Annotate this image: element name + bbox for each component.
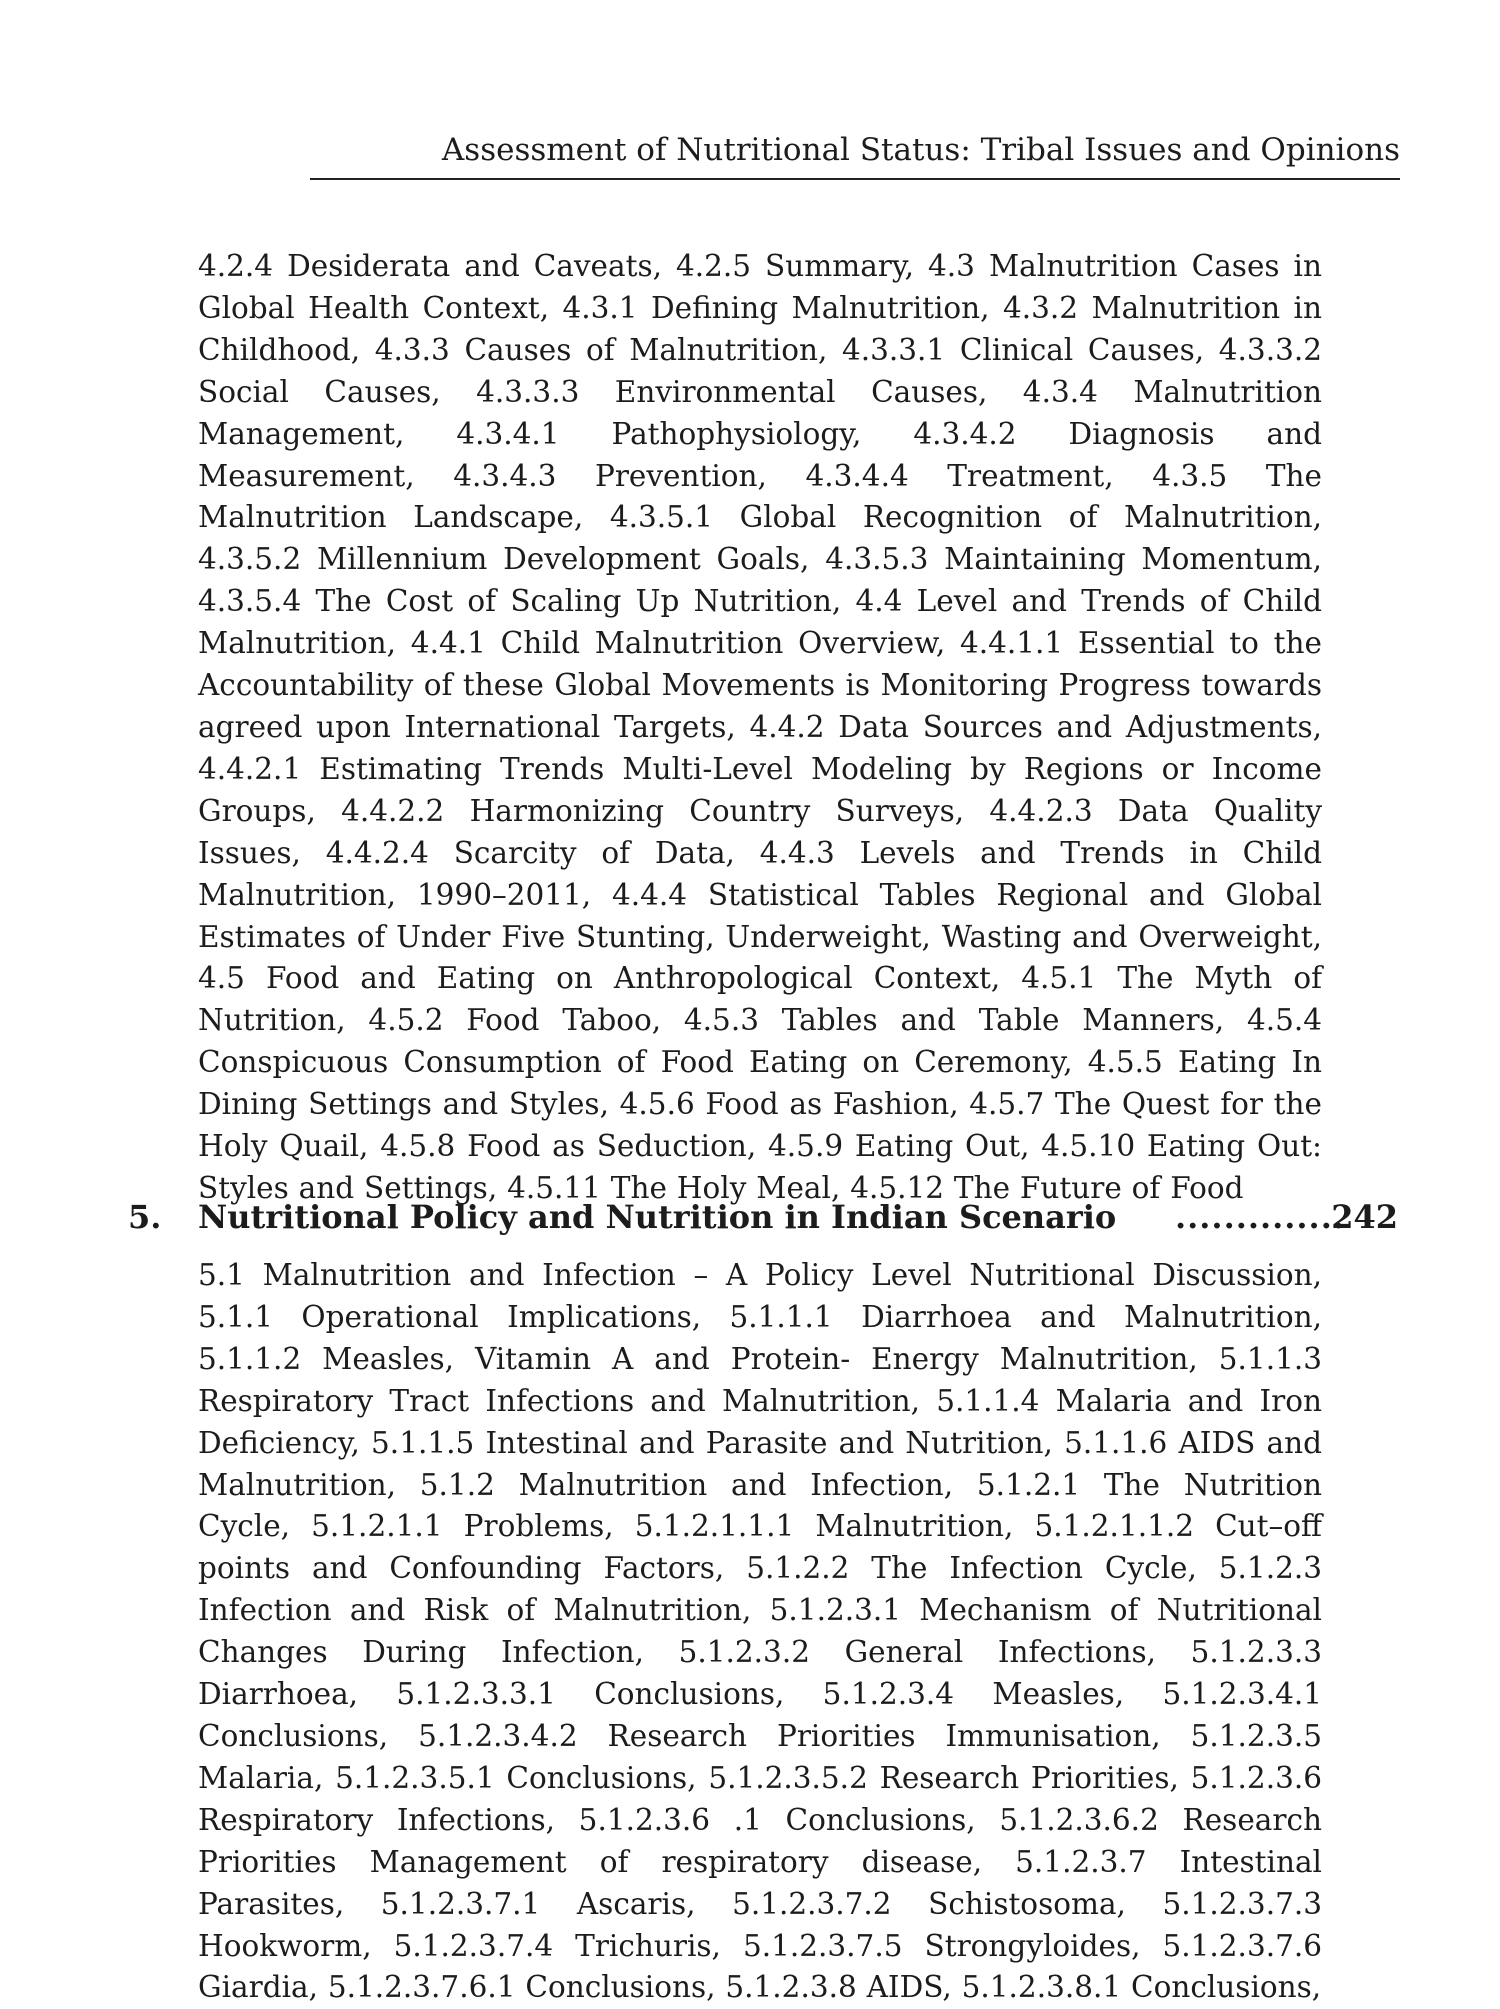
chapter-leader-dots: .............. bbox=[1175, 1198, 1345, 1236]
chapter-number: 5. bbox=[128, 1198, 162, 1236]
chapter-heading bbox=[128, 1193, 1398, 1241]
toc-subsection-list-chapter-4: 4.2.4 Desiderata and Caveats, 4.2.5 Summary, 4.3 Malnutrition Cases in Global Health Context, 4.3.1 Defining Malnutrition, 4.3.2 Malnutrition in Childhood, 4.3.3 Causes of Malnutrition, 4.3.3.1 Clinical Causes, 4.3.3.2 Social Causes, 4.3.3.3 Environmental Causes, 4.3.4 Malnutrition Management, 4.3.4.1 Pathophysiology, 4.3.4.2 Diagnosis and Measurement, 4.3.4.3 Prevention, 4.3.4.4 Treatment, 4.3.5 The Malnutrition Landscape, 4.3.5.1 Global Recognition of Malnutrition, 4.3.5.2 Millennium Development Goals, 4.3.5.3 Maintaining Momentum, 4.3.5.4 The Cost of Scaling Up Nutrition, 4.4 Level and Trends of Child Malnutrition, 4.4.1 Child Malnutrition Overview, 4.4.1.1 Essential to the Accountability of these Global Movements is Monitoring Progress towards agreed upon International Targets, 4.4.2 Data Sources and Adjustments, 4.4.2.1 Estimating Trends Multi-Level Modeling by Regions or Income Groups, 4.4.2.2 Harmonizing Country Surveys, 4.4.2.3 Data Quality Issues, 4.4.2.4 Scarcity of Data, 4.4.3 Levels and Trends in Child Malnutrition, 1990–2011, 4.4.4 Statistical Tables Regional and Global Estimates of Under Five Stunting, Underweight, Wasting and Overweight, 4.5 Food and Eating on Anthropological Context, 4.5.1 The Myth of Nutrition, 4.5.2 Food Taboo, 4.5.3 Tables and Table Manners, 4.5.4 Conspicuous Consumption of Food Eating on Ceremony, 4.5.5 Eating In Dining Settings and Styles, 4.5.6 Food as Fashion, 4.5.7 The Quest for the Holy Quail, 4.5.8 Food as Seduction, 4.5.9 Eating Out, 4.5.10 Eating Out: Styles and Settings, 4.5.11 The Holy Meal, 4.5.12 The Future of Food bbox=[198, 249, 1322, 1205]
chapter-page-number: 242 bbox=[1331, 1198, 1398, 1236]
header-rule bbox=[310, 178, 1400, 180]
toc-subsection-list-chapter-5: 5.1 Malnutrition and Infection – A Policy Level Nutritional Discussion, 5.1.1 Operational Implications, 5.1.1.1 Diarrhoea and Malnutrition, 5.1.1.2 Measles, Vitamin A and Protein- Energy Malnutrition, 5.1.1.3 Respiratory Tract Infections and Malnutrition, 5.1.1.4 Malaria and Iron Deficiency, 5.1.1.5 Intestinal and Parasite and Nutrition, 5.1.1.6 AIDS and Malnutrition, 5.1.2 Malnutrition and Infection, 5.1.2.1 The Nutrition Cycle, 5.1.2.1.1 Problems, 5.1.2.1.1.1 Malnutrition, 5.1.2.1.1.2 Cut–off points and Confounding Factors, 5.1.2.2 The Infection Cycle, 5.1.2.3 Infection and Risk of Malnutrition, 5.1.2.3.1 Mechanism of Nutritional Changes During Infection, 5.1.2.3.2 General Infections, 5.1.2.3.3 Diarrhoea, 5.1.2.3.3.1 Conclusions, 5.1.2.3.4 Measles, 5.1.2.3.4.1 Conclusions, 5.1.2.3.4.2 Research Priorities Immunisation, 5.1.2.3.5 Malaria, 5.1.2.3.5.1 Conclusions, 5.1.2.3.5.2 Research Priorities, 5.1.2.3.6 Respiratory Infections, 5.1.2.3.6 .1 Conclusions, 5.1.2.3.6.2 Research Priorities Management of respiratory disease, 5.1.2.3.7 Intestinal Parasites, 5.1.2.3.7.1 Ascaris, 5.1.2.3.7.2 Schistosoma, 5.1.2.3.7.3 Hookworm, 5.1.2.3.7.4 Trichuris, 5.1.2.3.7.5 Strongyloides, 5.1.2.3.7.6 Giardia, 5.1.2.3.7.6.1 Conclusions, 5.1.2.3.8 AIDS, 5.1.2.3.8.1 Conclusions, bbox=[198, 1258, 1322, 2005]
chapter-title: Nutritional Policy and Nutrition in Indian Scenario bbox=[198, 1198, 1117, 1236]
running-header: Assessment of Nutritional Status: Tribal Issues and Opinions bbox=[441, 132, 1400, 168]
